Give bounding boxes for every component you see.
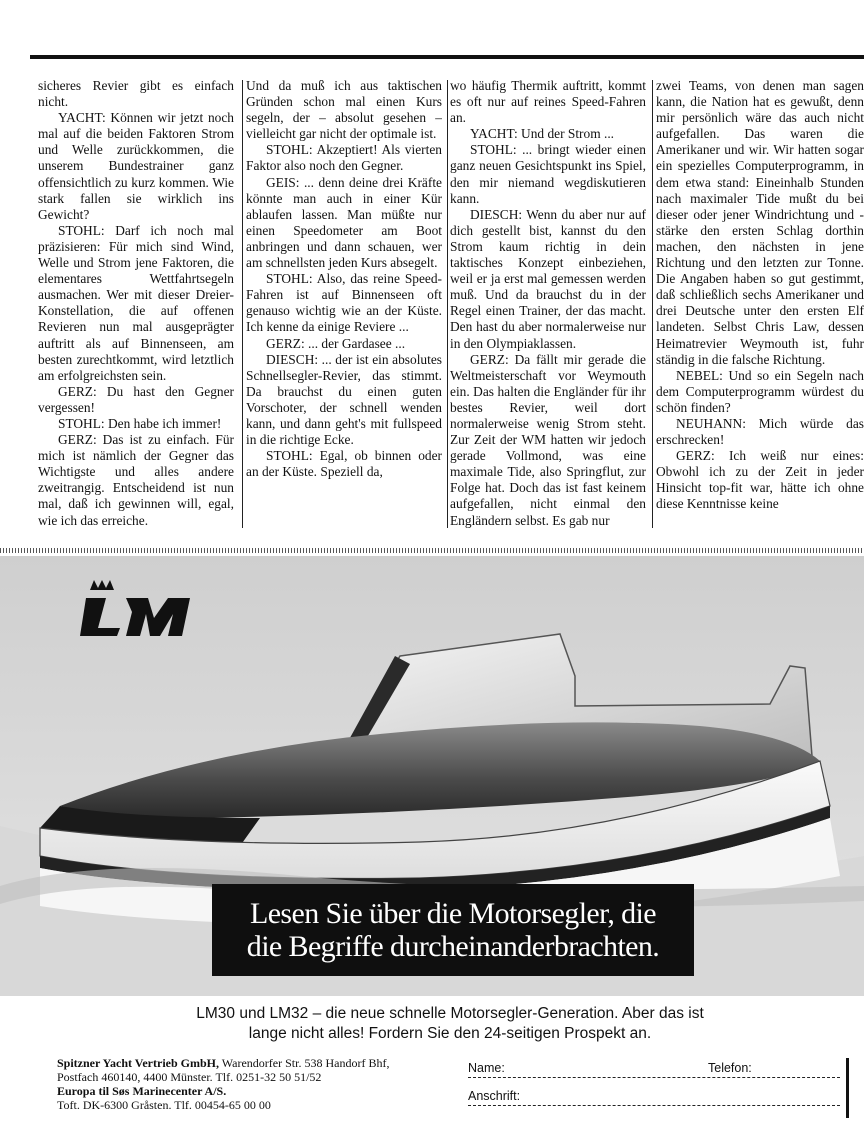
address-line-3	[57, 1084, 457, 1098]
name-field-line[interactable]	[468, 1077, 840, 1078]
paragraph: sicheres Revier gibt es einfach nicht.	[38, 78, 234, 110]
paragraph: YACHT: Können wir jetzt noch mal auf die beiden Faktoren Strom und Welle zurückkommen, die unserem Bundestrainer ganz offensichtlich zu kurz kommen. Wie stark fallen sie wirklich ins Gewicht?	[38, 110, 234, 222]
paragraph: GERZ: ... der Gardasee ...	[266, 335, 406, 351]
paragraph: GERZ: Du hast den Gegner vergessen!	[38, 383, 234, 415]
ad-copy-line-2: lange nicht alles! Fordern Sie den 24-seitigen Prospekt an.	[248, 1025, 652, 1042]
dealer-address	[57, 1056, 457, 1112]
paragraph: GERZ: Ich weiß nur eines: Obwohl ich zu der Zeit in jeder Hinsicht top-fit war, hätte ich ohne diese Kenntnisse keine	[656, 448, 864, 512]
top-rule	[30, 55, 864, 59]
article-column-3	[450, 78, 646, 530]
paragraph: NEBEL: Und so ein Segeln nach dem Computerprogramm würdest du schön finden?	[656, 367, 864, 415]
article-column-1	[38, 78, 234, 530]
paragraph: GERZ: Das ist zu einfach. Für mich ist nämlich der Gegner das Wichtigste und alles andere zweitrangig. Entscheidend ist nun mal, daß ich gewinnen will, egal, wie ich das erreiche.	[38, 432, 234, 528]
paragraph: STOHL: ... bringt wieder einen ganz neuen Gesichtspunkt ins Spiel, den mir niemand wegdiskutieren kann.	[450, 142, 646, 206]
name-label: Name:	[468, 1061, 505, 1075]
column-divider	[242, 80, 243, 528]
paragraph: YACHT: Und der Strom ...	[470, 126, 615, 142]
paragraph: DIESCH: ... der ist ein absolutes Schnellsegler-Revier, das stimmt. Da brauchst du einen guten Vorschoter, der schnell wenden kann, und dann geht's mit fullspeed in die richtige Ecke.	[246, 351, 442, 448]
article-column-4	[656, 78, 864, 530]
company-name: Europa til Søs Marinecenter A/S.	[57, 1084, 227, 1098]
address-field-line[interactable]	[468, 1105, 840, 1106]
headline-line-1: Lesen Sie über die Motorsegler, die	[249, 897, 656, 930]
coupon-name-row[interactable]	[468, 1060, 840, 1078]
address-label: Anschrift:	[468, 1089, 521, 1103]
article-column-2	[246, 78, 442, 530]
coupon-address-row[interactable]	[468, 1088, 840, 1106]
paragraph: DIESCH: Wenn du aber nur auf dich gestellt bist, kannst du den Strom kaum richtig in dein taktisches Konzept einbeziehen, weil er ja erst mal gemessen werden muß. Und da brauchst du in der Regel einen Trainer, der das macht. Den hast du aber normalerweise nur in den Olympiaklassen.	[450, 206, 646, 351]
ad-copy	[150, 1004, 750, 1044]
address-line-1	[57, 1056, 457, 1070]
ad-headline	[212, 884, 694, 976]
column-divider	[652, 80, 653, 528]
company-name: Spitzner Yacht Vertrieb GmbH,	[57, 1056, 219, 1070]
lm-logo-icon	[76, 578, 196, 638]
paragraph: GEIS: ... denn deine drei Kräfte könnte man auch in einer Kür ablaufen lassen. Man müßte nur einen Speedometer am Boot anbringen und dann schauen, wer am schnellsten jeden Kurs absegelt.	[246, 174, 442, 271]
paragraph: NEUHANN: Mich würde das erschrecken!	[656, 415, 864, 448]
street: Warendorfer Str. 538 Handorf Bhf,	[219, 1056, 390, 1070]
paragraph: STOHL: Akzeptiert! Als vierten Faktor also noch den Gegner.	[246, 142, 442, 174]
coupon-edge-bar	[846, 1058, 849, 1118]
perforation-line	[0, 548, 864, 553]
paragraph: STOHL: Den habe ich immer!	[58, 415, 222, 431]
paragraph: STOHL: Also, das reine Speed-Fahren ist auf Binnenseen oft genauso wichtig wie an der Küste. Ich kenne da einige Reviere ...	[246, 271, 442, 335]
paragraph: STOHL: Darf ich noch mal präzisieren: Für mich sind Wind, Welle und Strom jene Faktoren, die elementares Wettfahrtsegeln ausmachen. Wer mit dieser Dreier-Konstellation, die auf offenen Revieren nun mal ausgeprägter auftritt als auf Binnenseen, am besten zurechtkommt, wird letztlich am erfolgreichsten sein.	[38, 222, 234, 383]
paragraph: GERZ: Da fällt mir gerade die Weltmeisterschaft vor Weymouth ein. Das halten die Engländer für ihr bestes Revier, weil dort normalerweise wenig Strom steht. Zur Zeit der WM hatten wir jedoch gerade Vollmond, was eine maximale Tide, also Springflut, zur Folge hat. Doch das ist fast keinem aufgefallen, nicht einmal den Engländern selbst. Es gab nur	[450, 351, 646, 528]
paragraph: STOHL: Egal, ob binnen oder an der Küste. Speziell da,	[246, 448, 442, 480]
paragraph: Und da muß ich aus taktischen Gründen schon mal einen Kurs segeln, der – absolut gesehen – vielleicht gar nicht der optimale ist.	[246, 78, 442, 142]
address-line-4: Toft. DK-6300 Gråsten. Tlf. 00454-65 00 00	[57, 1098, 271, 1112]
column-divider	[447, 80, 448, 528]
headline-line-2: die Begriffe durcheinanderbrachten.	[246, 930, 660, 963]
address-line-2: Postfach 460140, 4400 Münster. Tlf. 0251-32 50 51/52	[57, 1070, 322, 1084]
ad-copy-line-1: LM30 und LM32 – die neue schnelle Motorsegler-Generation. Aber das ist	[196, 1005, 704, 1022]
phone-label: Telefon:	[708, 1061, 752, 1075]
paragraph: wo häufig Thermik auftritt, kommt es oft nur auf reines Speed-Fahren an.	[450, 78, 646, 126]
article-columns	[38, 78, 864, 530]
paragraph: zwei Teams, von denen man sagen kann, die Nation hat es gewußt, denn mir persönlich wäre das auch nicht aufgefallen. Das waren die Amerikaner und wir. Wir hatten sogar ein spezielles Computerprogramm, in dem etwa stand: Eineinhalb Stunden nach maximaler Tide mußt du bei dieser oder jener Windrichtung und -stärke den ersten Schlag dorthin machen, den nächsten in jene Richtung und den letzten zur Tonne. Die Angaben haben so gut gestimmt, daß schließlich sechs Amerikaner und drei Deutsche unter den ersten Elf landeten. Selbst Chris Law, dessen Heimatrevier Weymouth ist, fuhr ständig in die falsche Richtung.	[656, 78, 864, 367]
